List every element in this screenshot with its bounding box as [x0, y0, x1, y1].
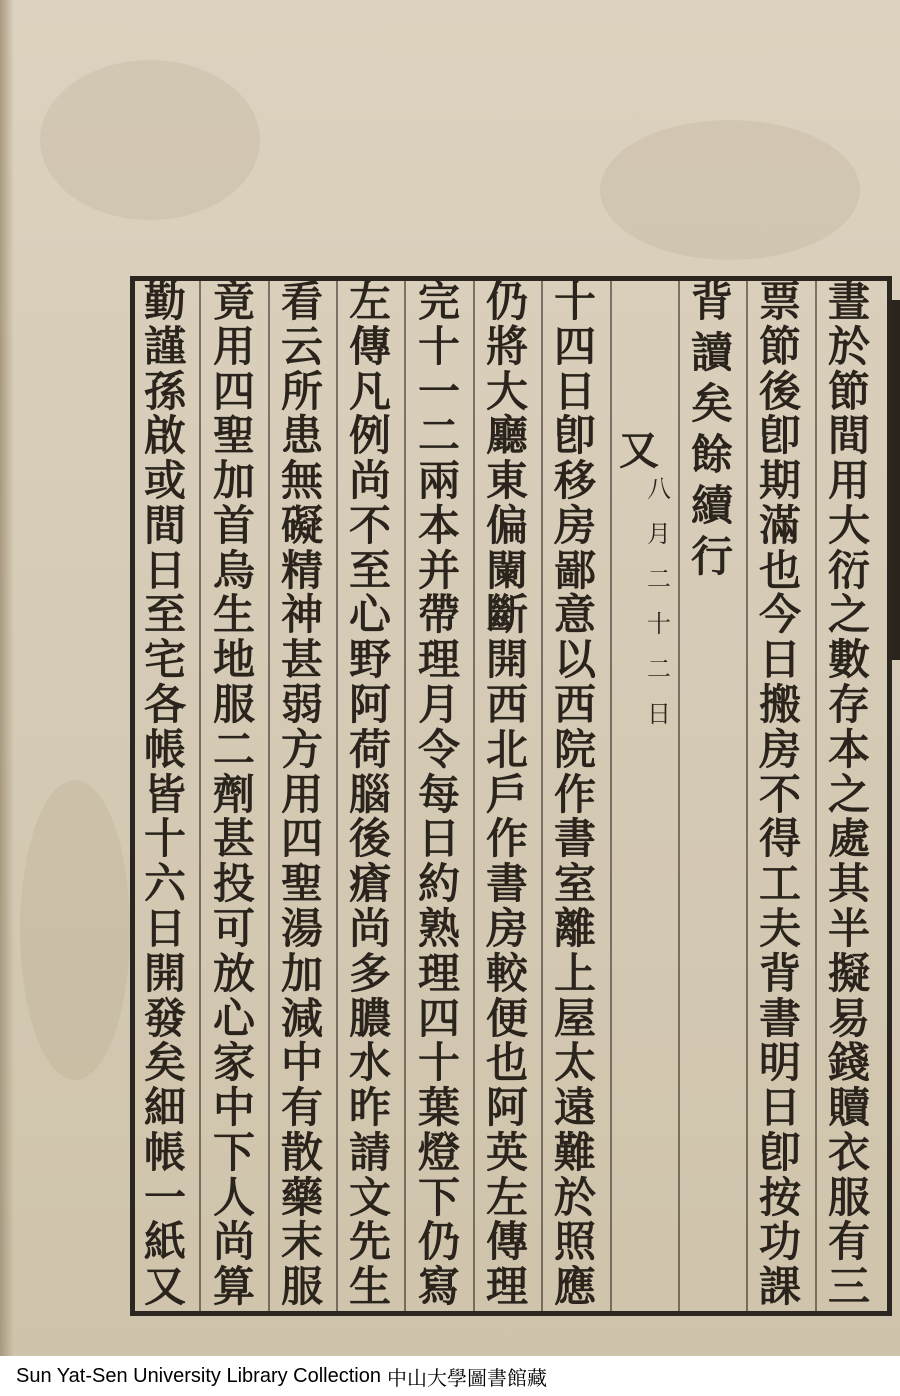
date-column — [644, 477, 674, 747]
glyph: 於 — [553, 1172, 596, 1222]
glyph: 加 — [280, 948, 323, 998]
glyph: 四 — [280, 814, 323, 864]
glyph: 礙 — [280, 500, 323, 550]
glyph: 易 — [827, 993, 870, 1043]
caption-english: Sun Yat-Sen University Library Collection — [16, 1364, 381, 1387]
glyph: 多 — [348, 948, 391, 998]
glyph: 矣 — [690, 379, 733, 428]
glyph: 書 — [485, 859, 528, 909]
glyph: 帳 — [143, 1127, 186, 1177]
glyph: 帶 — [417, 590, 460, 640]
glyph: 帳 — [143, 724, 186, 774]
glyph: 各 — [143, 680, 186, 730]
glyph: 阿 — [485, 1083, 528, 1133]
glyph: 月 — [647, 520, 671, 548]
glyph: 又 — [143, 1262, 186, 1312]
text-column-10 — [207, 277, 261, 1312]
glyph: 書 — [553, 814, 596, 864]
glyph: 中 — [212, 1083, 255, 1133]
glyph: 日 — [143, 545, 186, 595]
glyph: 算 — [212, 1262, 255, 1312]
column-rule — [199, 281, 201, 1311]
glyph: 今 — [758, 590, 801, 640]
glyph: 作 — [485, 814, 528, 864]
glyph: 十 — [647, 610, 671, 638]
glyph: 大 — [485, 366, 528, 416]
text-frame — [130, 276, 892, 1316]
glyph: 後 — [348, 814, 391, 864]
glyph: 葉 — [417, 1083, 460, 1133]
glyph: 錢 — [827, 1038, 870, 1088]
glyph: 聖 — [280, 859, 323, 909]
column-rule — [336, 281, 338, 1311]
glyph: 服 — [827, 1172, 870, 1222]
glyph: 衣 — [827, 1127, 870, 1177]
glyph: 四 — [417, 993, 460, 1043]
glyph: 理 — [417, 635, 460, 685]
glyph: 六 — [143, 859, 186, 909]
text-column-7 — [412, 277, 466, 1312]
glyph: 晝 — [827, 277, 870, 326]
glyph: 先 — [348, 1217, 391, 1267]
glyph: 贖 — [827, 1083, 870, 1133]
glyph: 日 — [553, 366, 596, 416]
glyph: 日 — [647, 700, 671, 728]
glyph: 甚 — [212, 814, 255, 864]
glyph: 背 — [690, 277, 733, 326]
glyph: 矣 — [143, 1038, 186, 1088]
glyph: 宅 — [143, 635, 186, 685]
glyph: 卽 — [553, 411, 596, 461]
glyph: 續 — [690, 481, 733, 530]
glyph: 四 — [553, 321, 596, 371]
glyph: 熟 — [417, 903, 460, 953]
glyph: 十 — [143, 814, 186, 864]
glyph: 弱 — [280, 680, 323, 730]
paper-stain — [40, 60, 260, 220]
glyph: 患 — [280, 411, 323, 461]
glyph: 生 — [212, 590, 255, 640]
glyph: 皆 — [143, 769, 186, 819]
glyph: 院 — [553, 724, 596, 774]
glyph: 月 — [417, 680, 460, 730]
glyph: 每 — [417, 769, 460, 819]
glyph: 西 — [485, 680, 528, 730]
next-page-edge — [892, 300, 900, 660]
glyph: 傳 — [348, 321, 391, 371]
glyph: 戶 — [485, 769, 528, 819]
glyph: 或 — [143, 456, 186, 506]
glyph: 十 — [417, 1038, 460, 1088]
glyph: 八 — [647, 475, 671, 503]
glyph: 意 — [553, 590, 596, 640]
glyph: 腦 — [348, 769, 391, 819]
glyph: 室 — [553, 859, 596, 909]
glyph: 傳 — [485, 1217, 528, 1267]
column-rule — [678, 281, 680, 1311]
glyph: 滿 — [758, 500, 801, 550]
glyph: 左 — [348, 277, 391, 326]
glyph: 偏 — [485, 500, 528, 550]
glyph: 十 — [417, 321, 460, 371]
glyph: 英 — [485, 1127, 528, 1177]
page-spine-shadow — [0, 0, 14, 1356]
glyph: 得 — [758, 814, 801, 864]
glyph: 散 — [280, 1127, 323, 1177]
glyph: 背 — [758, 948, 801, 998]
glyph: 心 — [212, 993, 255, 1043]
glyph: 神 — [280, 590, 323, 640]
glyph: 一 — [417, 366, 460, 416]
glyph: 大 — [827, 500, 870, 550]
glyph: 二 — [647, 565, 671, 593]
glyph: 末 — [280, 1217, 323, 1267]
glyph: 又 — [619, 427, 659, 474]
glyph: 也 — [485, 1038, 528, 1088]
glyph: 尚 — [212, 1217, 255, 1267]
glyph: 放 — [212, 948, 255, 998]
glyph: 完 — [417, 277, 460, 326]
glyph: 之 — [827, 590, 870, 640]
glyph: 本 — [417, 500, 460, 550]
glyph: 應 — [553, 1262, 596, 1312]
glyph: 間 — [827, 411, 870, 461]
glyph: 孫 — [143, 366, 186, 416]
column-rule — [610, 281, 612, 1311]
glyph: 不 — [348, 500, 391, 550]
glyph: 擬 — [827, 948, 870, 998]
glyph: 工 — [758, 859, 801, 909]
glyph: 十 — [553, 277, 596, 326]
glyph: 房 — [553, 500, 596, 550]
text-column-4 — [612, 427, 666, 474]
glyph: 行 — [690, 532, 733, 581]
glyph: 投 — [212, 859, 255, 909]
glyph: 并 — [417, 545, 460, 595]
glyph: 也 — [758, 545, 801, 595]
glyph: 生 — [348, 1262, 391, 1312]
glyph: 無 — [280, 456, 323, 506]
text-column-6 — [480, 277, 534, 1312]
glyph: 兩 — [417, 456, 460, 506]
glyph: 廳 — [485, 411, 528, 461]
glyph: 凡 — [348, 366, 391, 416]
glyph: 有 — [827, 1217, 870, 1267]
column-rule — [473, 281, 475, 1311]
glyph: 處 — [827, 814, 870, 864]
glyph: 請 — [348, 1127, 391, 1177]
glyph: 數 — [827, 635, 870, 685]
glyph: 地 — [212, 635, 255, 685]
column-rule — [404, 281, 406, 1311]
glyph: 理 — [485, 1262, 528, 1312]
glyph: 有 — [280, 1083, 323, 1133]
glyph: 水 — [348, 1038, 391, 1088]
glyph: 二 — [212, 724, 255, 774]
glyph: 卽 — [758, 411, 801, 461]
glyph: 間 — [143, 500, 186, 550]
glyph: 至 — [143, 590, 186, 640]
glyph: 加 — [212, 456, 255, 506]
column-rule — [815, 281, 817, 1311]
glyph: 燈 — [417, 1127, 460, 1177]
glyph: 至 — [348, 545, 391, 595]
glyph: 用 — [212, 321, 255, 371]
glyph: 其 — [827, 859, 870, 909]
glyph: 仍 — [417, 1217, 460, 1267]
glyph: 餘 — [690, 430, 733, 479]
glyph: 房 — [758, 724, 801, 774]
glyph: 仍 — [485, 277, 528, 326]
glyph: 云 — [280, 321, 323, 371]
paper-stain — [20, 780, 130, 1080]
glyph: 遠 — [553, 1083, 596, 1133]
glyph: 理 — [417, 948, 460, 998]
glyph: 課 — [758, 1262, 801, 1312]
glyph: 按 — [758, 1172, 801, 1222]
glyph: 心 — [348, 590, 391, 640]
glyph: 卽 — [758, 1127, 801, 1177]
glyph: 例 — [348, 411, 391, 461]
glyph: 一 — [143, 1172, 186, 1222]
glyph: 約 — [417, 859, 460, 909]
glyph: 難 — [553, 1127, 596, 1177]
column-rule — [541, 281, 543, 1311]
glyph: 房 — [485, 903, 528, 953]
glyph: 尚 — [348, 903, 391, 953]
glyph: 東 — [485, 456, 528, 506]
text-column-9 — [275, 277, 329, 1312]
glyph: 後 — [758, 366, 801, 416]
glyph: 荷 — [348, 724, 391, 774]
glyph: 細 — [143, 1083, 186, 1133]
glyph: 阿 — [348, 680, 391, 730]
glyph: 可 — [212, 903, 255, 953]
glyph: 文 — [348, 1172, 391, 1222]
glyph: 北 — [485, 724, 528, 774]
glyph: 方 — [280, 724, 323, 774]
glyph: 斷 — [485, 590, 528, 640]
glyph: 用 — [827, 456, 870, 506]
glyph: 衍 — [827, 545, 870, 595]
glyph: 人 — [212, 1172, 255, 1222]
caption-chinese: 中山大學圖書館藏 — [386, 1365, 547, 1390]
glyph: 照 — [553, 1217, 596, 1267]
glyph: 於 — [827, 321, 870, 371]
column-rule — [746, 281, 748, 1311]
glyph: 劑 — [212, 769, 255, 819]
glyph: 中 — [280, 1038, 323, 1088]
glyph: 西 — [553, 680, 596, 730]
glyph: 謹 — [143, 321, 186, 371]
glyph: 較 — [485, 948, 528, 998]
glyph: 上 — [553, 948, 596, 998]
glyph: 膿 — [348, 993, 391, 1043]
glyph: 便 — [485, 993, 528, 1043]
glyph: 鄙 — [553, 545, 596, 595]
glyph: 左 — [485, 1172, 528, 1222]
glyph: 用 — [280, 769, 323, 819]
text-column-3 — [685, 277, 739, 1311]
glyph: 減 — [280, 993, 323, 1043]
glyph: 聖 — [212, 411, 255, 461]
glyph: 二 — [417, 411, 460, 461]
glyph: 瘡 — [348, 859, 391, 909]
glyph: 期 — [758, 456, 801, 506]
glyph: 半 — [827, 903, 870, 953]
glyph: 所 — [280, 366, 323, 416]
glyph: 服 — [212, 680, 255, 730]
glyph: 存 — [827, 680, 870, 730]
collection-caption — [0, 1356, 900, 1396]
glyph: 闌 — [485, 545, 528, 595]
glyph: 票 — [758, 277, 801, 326]
glyph: 竟 — [212, 277, 255, 326]
glyph: 開 — [485, 635, 528, 685]
glyph: 四 — [212, 366, 255, 416]
glyph: 二 — [647, 655, 671, 683]
glyph: 勤 — [143, 277, 186, 326]
text-column-1 — [822, 277, 876, 1312]
glyph: 湯 — [280, 903, 323, 953]
glyph: 將 — [485, 321, 528, 371]
glyph: 藥 — [280, 1172, 323, 1222]
glyph: 不 — [758, 769, 801, 819]
glyph: 三 — [827, 1262, 870, 1312]
glyph: 服 — [280, 1262, 323, 1312]
glyph: 下 — [212, 1127, 255, 1177]
glyph: 發 — [143, 993, 186, 1043]
text-column-2 — [753, 277, 807, 1312]
glyph: 太 — [553, 1038, 596, 1088]
glyph: 屋 — [553, 993, 596, 1043]
glyph: 搬 — [758, 680, 801, 730]
glyph: 昨 — [348, 1083, 391, 1133]
glyph: 功 — [758, 1217, 801, 1267]
text-column-5 — [548, 277, 602, 1312]
glyph: 野 — [348, 635, 391, 685]
glyph: 烏 — [212, 545, 255, 595]
glyph: 離 — [553, 903, 596, 953]
glyph: 本 — [827, 724, 870, 774]
glyph: 開 — [143, 948, 186, 998]
glyph: 之 — [827, 769, 870, 819]
glyph: 日 — [758, 635, 801, 685]
glyph: 看 — [280, 277, 323, 326]
glyph: 紙 — [143, 1217, 186, 1267]
glyph: 日 — [417, 814, 460, 864]
glyph: 以 — [553, 635, 596, 685]
glyph: 移 — [553, 456, 596, 506]
glyph: 寫 — [417, 1262, 460, 1312]
column-rule — [268, 281, 270, 1311]
glyph: 精 — [280, 545, 323, 595]
glyph: 令 — [417, 724, 460, 774]
glyph: 作 — [553, 769, 596, 819]
glyph: 明 — [758, 1038, 801, 1088]
glyph: 甚 — [280, 635, 323, 685]
text-column-8 — [343, 277, 397, 1312]
glyph: 日 — [758, 1083, 801, 1133]
glyph: 讀 — [690, 328, 733, 377]
glyph: 家 — [212, 1038, 255, 1088]
glyph: 書 — [758, 993, 801, 1043]
glyph: 啟 — [143, 411, 186, 461]
glyph: 夫 — [758, 903, 801, 953]
glyph: 尚 — [348, 456, 391, 506]
glyph: 下 — [417, 1172, 460, 1222]
text-column-11 — [138, 277, 192, 1312]
glyph: 節 — [827, 366, 870, 416]
glyph: 首 — [212, 500, 255, 550]
glyph: 日 — [143, 903, 186, 953]
glyph: 節 — [758, 321, 801, 371]
paper-stain — [600, 120, 860, 260]
